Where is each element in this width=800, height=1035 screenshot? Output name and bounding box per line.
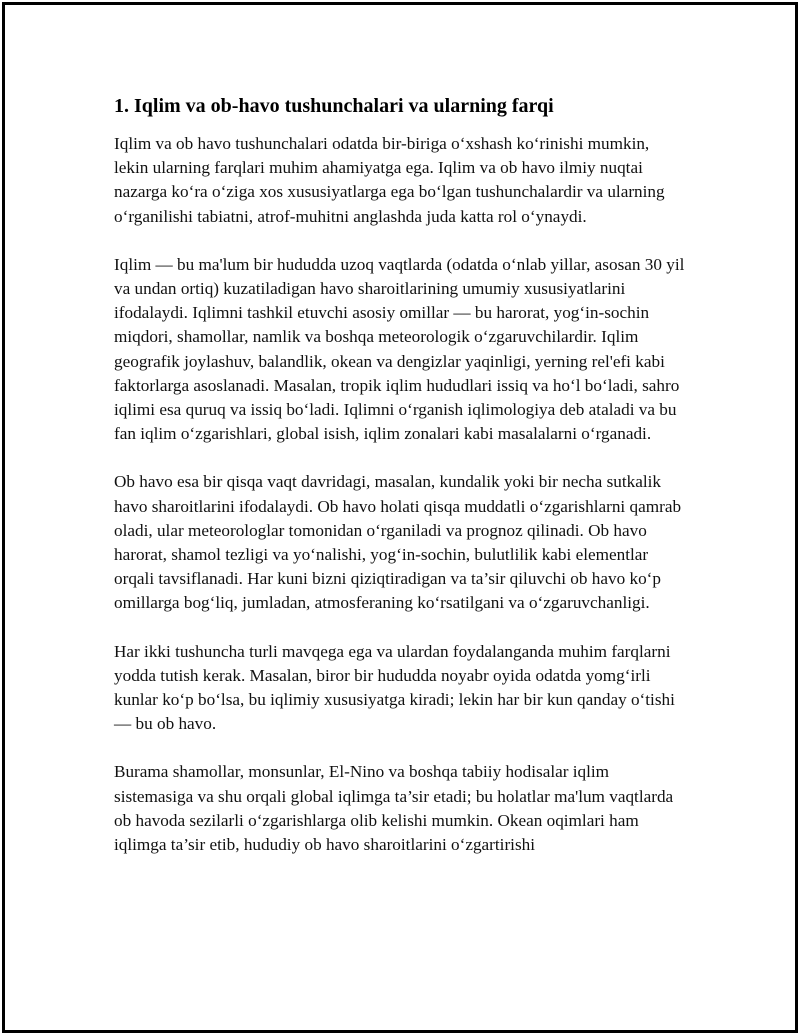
paragraph-differences: Har ikki tushuncha turli mavqega ega va ulardan foydalanganda muhim farqlarni yodda tutish kerak. Masalan, biror bir hududda noyabr oyida odatda yomg‘irli kunlar ko‘p bo‘lsa, bu iqlimiy xususiyatga kiradi; lekin har bir kun qanday o‘tishi — bu ob havo. [114, 641, 675, 734]
document-body [114, 92, 686, 881]
paragraph-natural-phenomena: Burama shamollar, monsunlar, El-Nino va boshqa tabiiy hodisalar iqlim sistemasiga va shu orqali global iqlimga ta’sir etadi; bu holatlar ma'lum vaqtlarda ob havoda sezilarli o‘zgarishlarga olib kelishi mumkin. Okean oqimlari ham iqlimga ta’sir etib, hududiy ob havo sharoitlarini o‘zgartirishi [114, 762, 674, 855]
paragraph-weather-definition: Ob havo esa bir qisqa vaqt davridagi, masalan, kundalik yoki bir necha sutkalik havo sharoitlarini ifodalaydi. Ob havo holati qisqa muddatli o‘zgarishlarni qamrab oladi, ular meteorologlar tomonidan o‘rganiladi va prognoz qilinadi. Ob havo harorat, shamol tezligi va yo‘nalishi, yog‘in-sochin, bulutlilik kabi elementlar orqali tavsiflanadi. Har kuni bizni qiziqtiradigan va ta’sir qiluvchi ob havo ko‘p omillarga bog‘liq, jumladan, atmosferaning ko‘rsatilgani va o‘zgaruvchanligi. [114, 472, 682, 613]
paragraph-intro: Iqlim va ob havo tushunchalari odatda bir-biriga o‘xshash ko‘rinishi mumkin, lekin ularning farqlari muhim ahamiyatga ega. Iqlim va ob havo ilmiy nuqtai nazarga ko‘ra o‘ziga xos xususiyatlarga ega bo‘lgan tushunchalardir va ularning o‘rganilishi tabiatni, atrof-muhitni anglashda juda katta rol o‘ynaydi. [114, 134, 665, 226]
section-heading: 1. Iqlim va ob-havo tushunchalari va ularning farqi [114, 95, 554, 117]
paragraph-climate-definition: Iqlim — bu ma'lum bir hududda uzoq vaqtlarda (odatda o‘nlab yillar, asosan 30 yil va undan ortiq) kuzatiladigan havo sharoitlarining umumiy xususiyatlarini ifodalaydi. Iqlimni tashkil etuvchi asosiy omillar — bu harorat, yog‘in-sochin miqdori, shamollar, namlik va boshqa meteorologik o‘zgaruvchilardir. Iqlim geografik joylashuv, balandlik, okean va dengizlar yaqinligi, yerning rel'efi kabi faktorlarga asoslanadi. Masalan, tropik iqlim hududlari issiq va ho‘l bo‘ladi, sahro iqlimi esa quruq va issiq bo‘ladi. Iqlimni o‘rganish iqlimologiya deb ataladi va bu fan iqlim o‘zgarishlari, global isish, iqlim zonalari kabi masalalarni o‘rganadi. [114, 254, 685, 444]
